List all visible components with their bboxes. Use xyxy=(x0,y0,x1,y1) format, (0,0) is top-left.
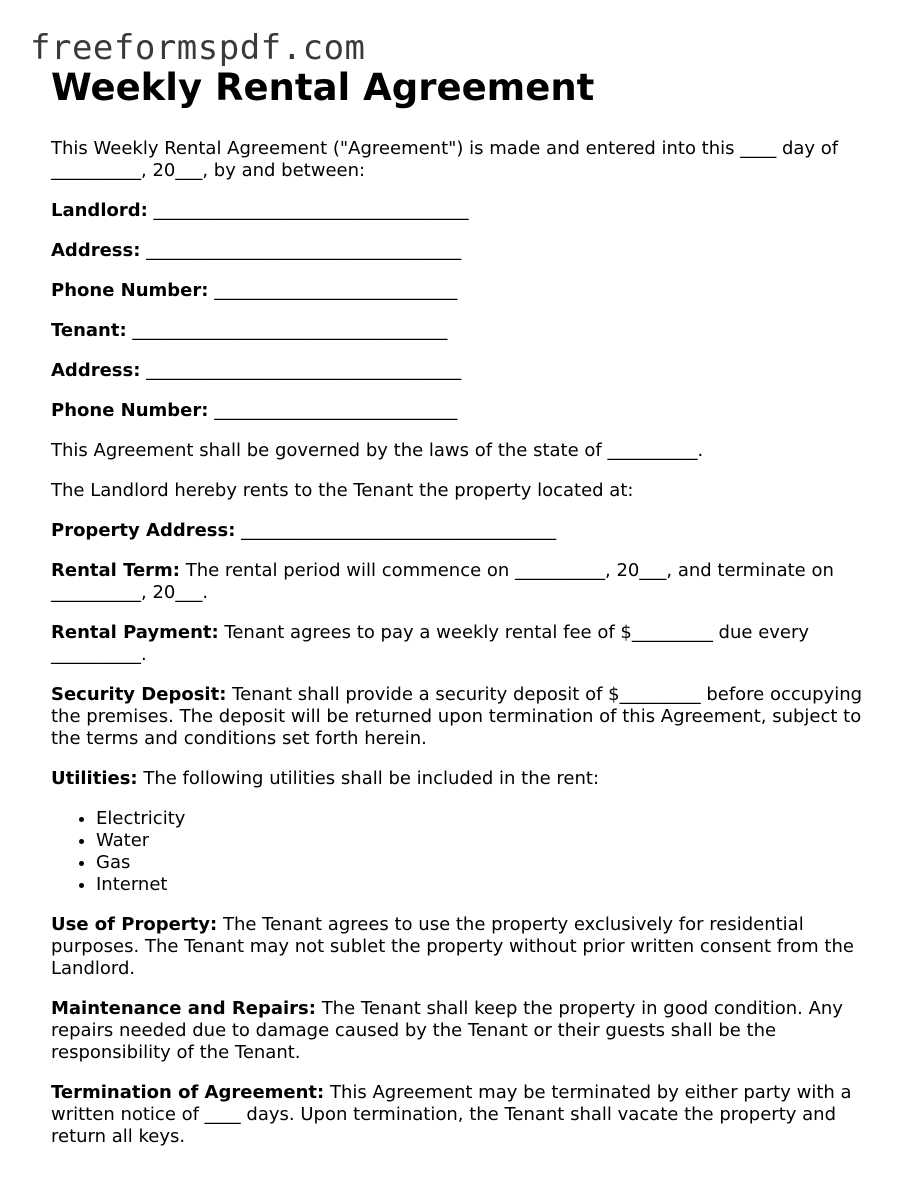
list-item: • Internet xyxy=(96,874,881,896)
termination-text: This Agreement may be terminated by either party with a written notice of ____ days. Upon termination, the Tenant shall vacate the property and return all keys. xyxy=(51,1082,852,1147)
landlord-field xyxy=(51,200,881,222)
landlord-phone-label: Phone Number: xyxy=(51,280,209,301)
maintenance-label: Maintenance and Repairs: xyxy=(51,998,316,1019)
tenant-address-blank: ___________________________________ xyxy=(146,360,462,381)
landlord-phone-blank: ___________________________ xyxy=(214,280,458,301)
tenant-field xyxy=(51,320,881,342)
property-intro-paragraph: The Landlord hereby rents to the Tenant the property located at: xyxy=(51,480,634,501)
document-body xyxy=(51,66,881,1166)
landlord-address-label: Address: xyxy=(51,240,141,261)
security-deposit-text: Tenant shall provide a security deposit of $_________ before occupying the premises. The deposit will be returned upon termination of this Agreement, subject to the terms and conditions set forth herein. xyxy=(51,684,863,749)
intro-paragraph: This Weekly Rental Agreement ("Agreement") is made and entered into this ____ day of __________, 20___, by and between: xyxy=(51,138,839,181)
maintenance-text: The Tenant shall keep the property in good condition. Any repairs needed due to damage caused by the Tenant or their guests shall be the responsibility of the Tenant. xyxy=(51,998,843,1063)
use-of-property-text: The Tenant agrees to use the property exclusively for residential purposes. The Tenant may not sublet the property without prior written consent from the Landlord. xyxy=(51,914,854,979)
utilities-label: Utilities: xyxy=(51,768,138,789)
utilities-section xyxy=(51,768,881,790)
list-item: • Electricity xyxy=(96,808,881,830)
landlord-phone-field xyxy=(51,280,881,302)
list-item: • Water xyxy=(96,830,881,852)
maintenance-section xyxy=(51,998,881,1064)
tenant-phone-label: Phone Number: xyxy=(51,400,209,421)
property-address-field xyxy=(51,520,881,542)
page-title: Weekly Rental Agreement xyxy=(51,66,595,109)
property-address-blank: ___________________________________ xyxy=(241,520,557,541)
list-item: • Gas xyxy=(96,852,881,874)
landlord-blank: ___________________________________ xyxy=(153,200,469,221)
termination-section xyxy=(51,1082,881,1148)
tenant-blank: ___________________________________ xyxy=(132,320,448,341)
landlord-address-blank: ___________________________________ xyxy=(146,240,462,261)
rental-term-text: The rental period will commence on __________, 20___, and terminate on __________, 20___. xyxy=(51,560,834,603)
utilities-list xyxy=(51,808,881,896)
security-deposit-section xyxy=(51,684,881,750)
use-of-property-section xyxy=(51,914,881,980)
utilities-text: The following utilities shall be included in the rent: xyxy=(143,768,600,789)
termination-label: Termination of Agreement: xyxy=(51,1082,325,1103)
rental-term-label: Rental Term: xyxy=(51,560,180,581)
security-deposit-label: Security Deposit: xyxy=(51,684,227,705)
tenant-label: Tenant: xyxy=(51,320,127,341)
tenant-address-field xyxy=(51,360,881,382)
site-watermark: freeformspdf.com xyxy=(30,28,366,68)
rental-payment-section xyxy=(51,622,881,666)
tenant-phone-field xyxy=(51,400,881,422)
rental-payment-label: Rental Payment: xyxy=(51,622,219,643)
use-of-property-label: Use of Property: xyxy=(51,914,218,935)
governing-law-paragraph: This Agreement shall be governed by the laws of the state of __________. xyxy=(51,440,704,461)
rental-term-section xyxy=(51,560,881,604)
tenant-phone-blank: ___________________________ xyxy=(214,400,458,421)
tenant-address-label: Address: xyxy=(51,360,141,381)
landlord-label: Landlord: xyxy=(51,200,148,221)
property-address-label: Property Address: xyxy=(51,520,236,541)
landlord-address-field xyxy=(51,240,881,262)
rental-payment-text: Tenant agrees to pay a weekly rental fee of $_________ due every __________. xyxy=(51,622,810,665)
